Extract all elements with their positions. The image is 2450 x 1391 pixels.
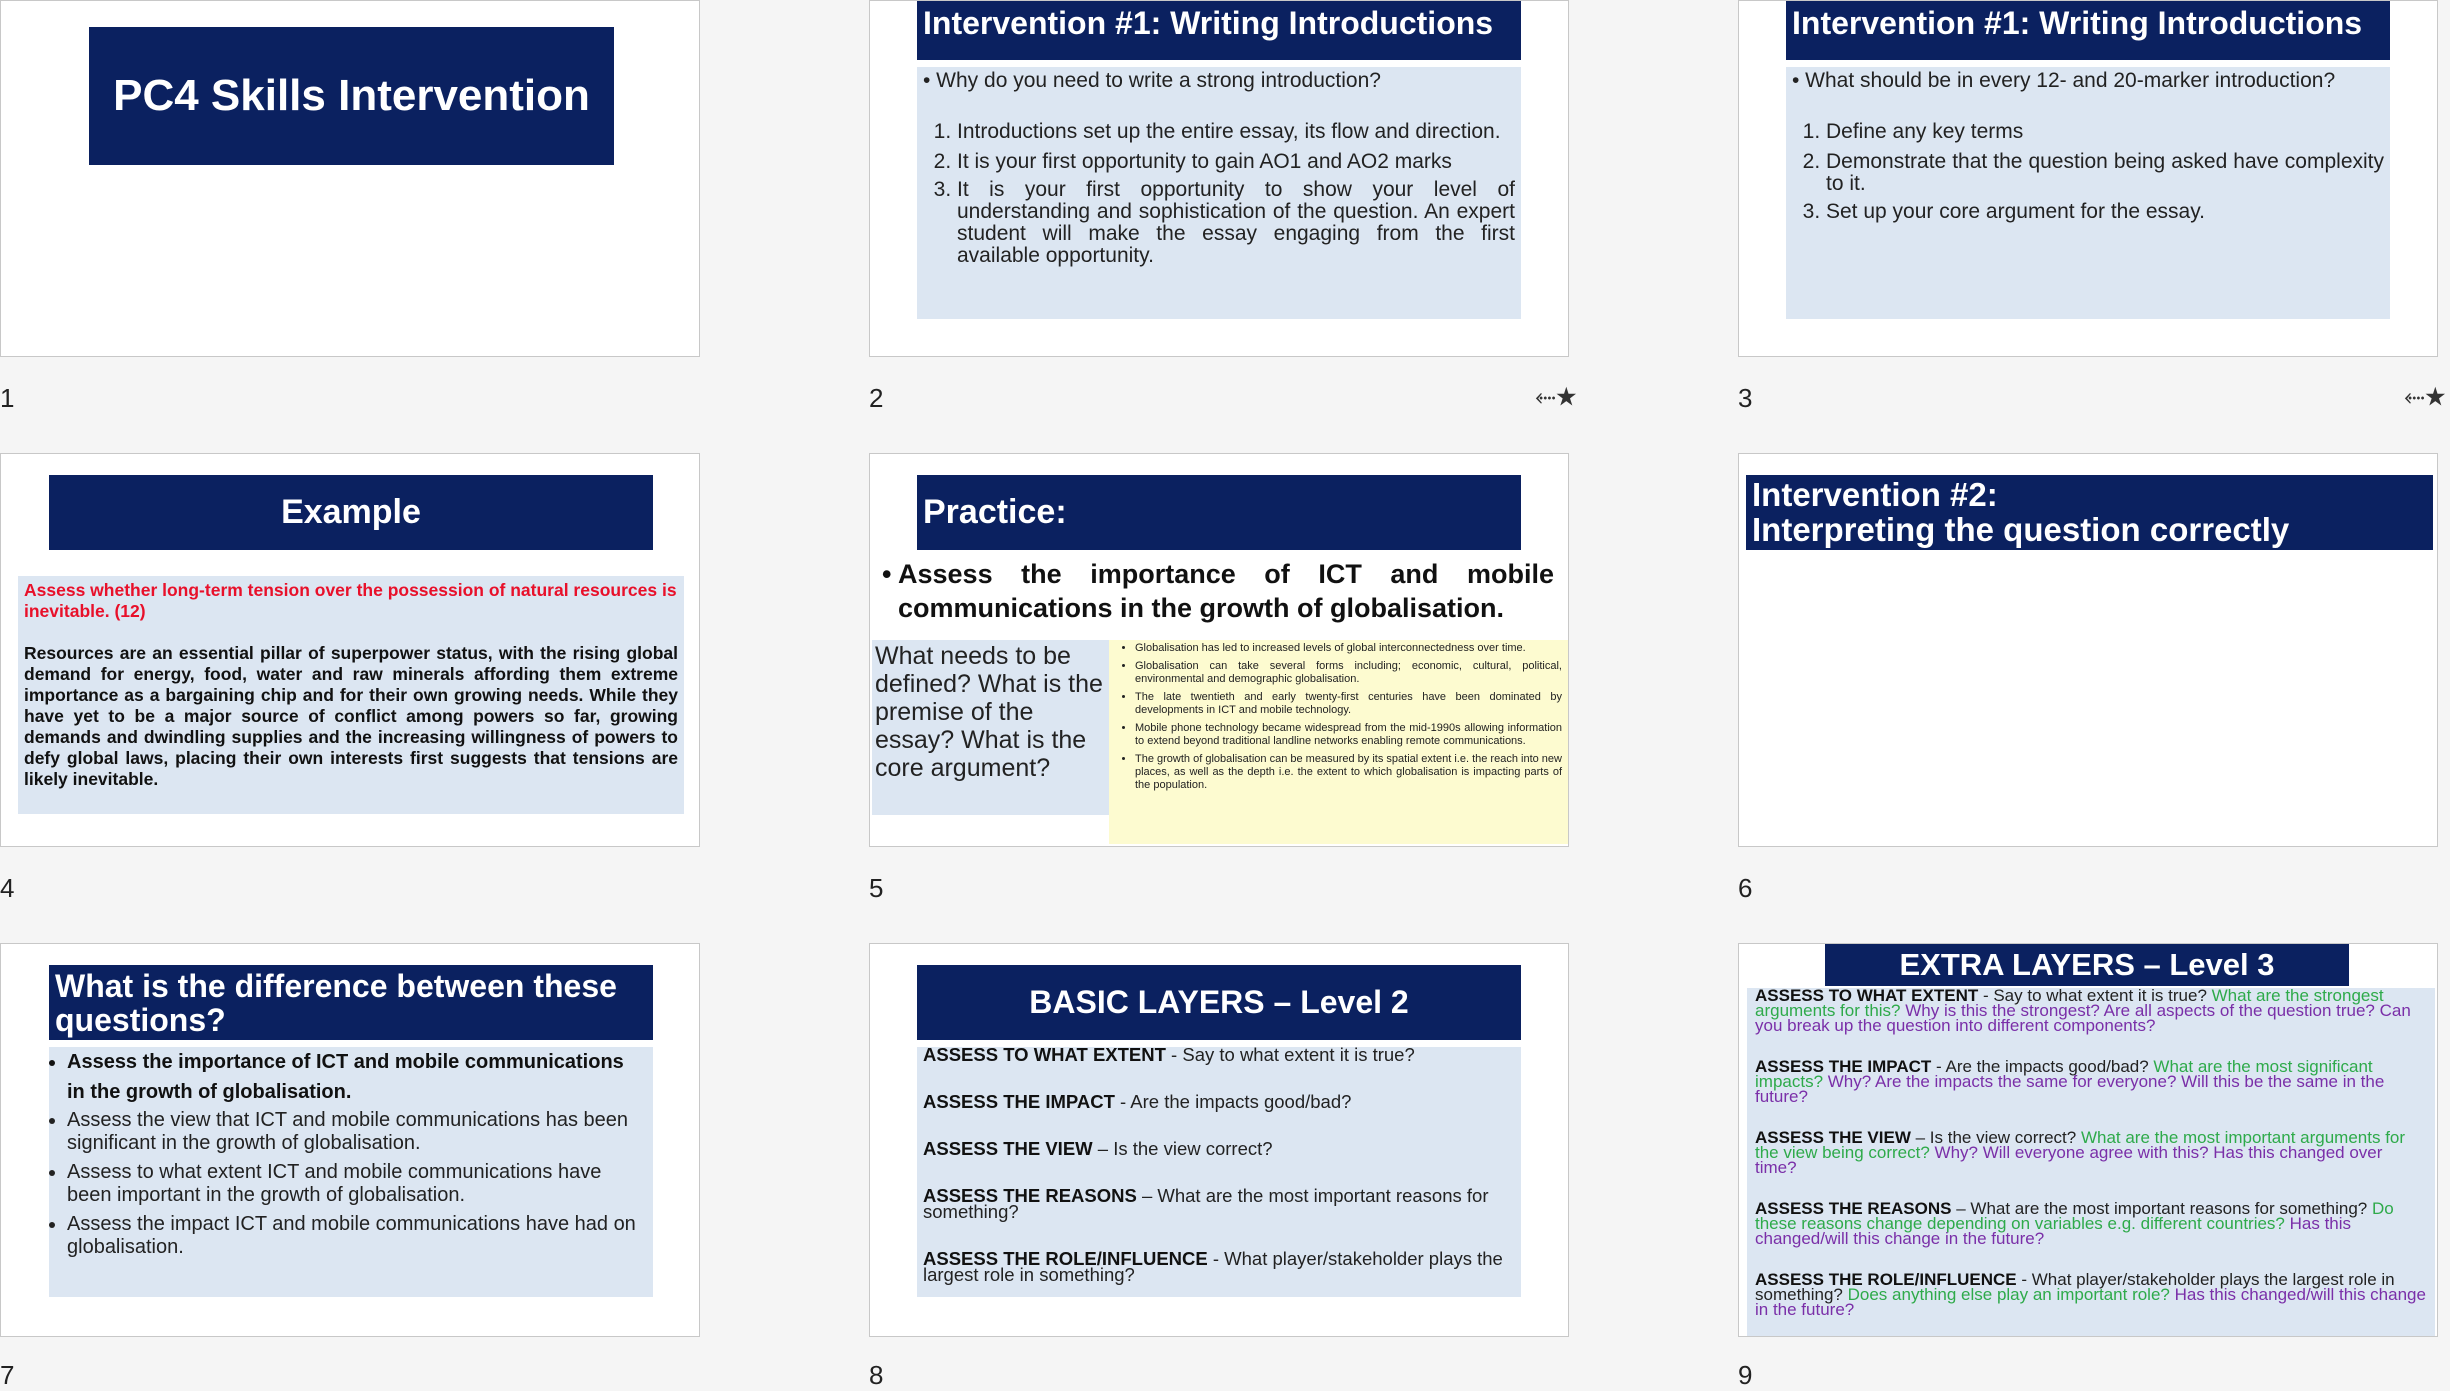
question-text: • What should be in every 12- and 20-marker introduction?: [1792, 69, 2336, 92]
slide-number: 8: [869, 1360, 884, 1390]
slide-title: Practice:: [923, 493, 1067, 531]
layer-item: ASSESS TO WHAT EXTENT - Say to what extent it is true? What are the strongest arguments for this? Why is this the strongest? Are all aspects of the question true? Can you break up the question into different components?: [1755, 986, 2411, 1035]
slide-title: Intervention #1: Writing Introductions: [1792, 5, 2363, 41]
list-item: • Globalisation can take several forms including; economic, cultural, political, environmental and demographic globalisation.: [1135, 660, 1562, 686]
layer-item: ASSESS THE ROLE/INFLUENCE - What player/stakeholder plays the largest role in something?: [923, 1248, 1503, 1285]
slide-title-box: [917, 1, 1521, 60]
slide-subtitle: Interpreting the question correctly: [1752, 511, 2290, 548]
question-text: Assess whether long-term tension over the possession of natural resources is inevitable. (12): [24, 580, 677, 621]
content-box: [1786, 67, 2390, 319]
layer-item: ASSESS TO WHAT EXTENT - Say to what extent it is true?: [923, 1044, 1415, 1065]
layer-item: ASSESS THE ROLE/INFLUENCE - What player/stakeholder plays the largest role in something? Does anything else play an important role? Has this changed/will this change in the future?: [1755, 1270, 2426, 1319]
slide-number: 4: [0, 873, 15, 903]
question-text: • Assess the importance of ICT and mobile communications in the growth of globalisation.: [882, 559, 1554, 623]
list-item: 3. Set up your core argument for the essay.: [1826, 201, 2384, 223]
slide-title-box: [89, 27, 614, 165]
slide-number: 7: [0, 1360, 15, 1390]
slide-thumbnail-4[interactable]: [0, 453, 700, 847]
body-text: Resources are an essential pillar of superpower status, with the rising global demand for energy, food, water and raw minerals affording them extreme importance as a bargaining chip and for their own growing needs. While they have yet to be a major source of conflict among powers so far, growing demands and dwindling supplies and the increasing willingness of powers to defy global laws, placing their own interests first suggests that tensions are likely inevitable.: [24, 643, 678, 789]
slide-number: 3: [1738, 383, 1753, 413]
layer-item: ASSESS THE VIEW – Is the view correct?: [923, 1138, 1273, 1159]
content-box: [917, 67, 1521, 319]
slide-title-box: [1746, 475, 2433, 550]
prompts-box: What needs to be defined? What is the premise of the essay? What is the core argument?: [872, 640, 1109, 815]
layer-item: ASSESS THE VIEW – Is the view correct? What are the most important arguments for the view being correct? Why? Will everyone agree with this? Has this changed over time?: [1755, 1128, 2406, 1177]
slide-thumbnail-9[interactable]: [1738, 943, 2438, 1337]
list-item: 1. Define any key terms: [1826, 121, 2384, 143]
slide-title: Intervention #2:: [1752, 476, 1998, 513]
slide-title: EXTRA LAYERS – Level 3: [1899, 947, 2275, 982]
slide-number: 9: [1738, 1360, 1753, 1390]
slide-title-box: [49, 475, 653, 550]
content-box: [49, 1047, 653, 1297]
slide-transition-icon[interactable]: ⬸★: [2404, 381, 2446, 411]
slide-title-box: [917, 475, 1521, 550]
slide-thumbnail-2[interactable]: [869, 0, 1569, 357]
list-item: • The growth of globalisation can be measured by its spatial extent i.e. the reach into new places, as well as the depth i.e. the extent to which globalisation is impacting parts of the population.: [1135, 753, 1562, 792]
slide-number: 2: [869, 383, 884, 413]
slide-title-box: [1786, 1, 2390, 60]
layer-item: ASSESS THE REASONS – What are the most important reasons for something? Do these reasons change depending on variables e.g. different countries? Has this changed/will this change in the future?: [1755, 1199, 2394, 1248]
notes-box: [1109, 640, 1568, 844]
slide-title: PC4 Skills Intervention: [113, 71, 590, 120]
list-item: 1. Introductions set up the entire essay, its flow and direction.: [957, 121, 1515, 143]
list-item: • Mobile phone technology became widespread from the mid-1990s allowing information to extend beyond traditional landline networks enabling remote communications.: [1135, 722, 1562, 748]
layer-item: ASSESS THE REASONS – What are the most important reasons for something?: [923, 1185, 1489, 1222]
content-box: [1747, 988, 2435, 1337]
list-item: • Assess the view that ICT and mobile communications has been significant in the growth of globalisation.: [67, 1109, 645, 1155]
slide-title: Intervention #1: Writing Introductions: [923, 5, 1494, 41]
layer-item: ASSESS THE IMPACT - Are the impacts good/bad? What are the most significant impacts? Why? Are the impacts the same for everyone? Will this be the same in the future?: [1755, 1057, 2385, 1106]
slide-title-box: [1825, 944, 2349, 986]
list-item: 2. Demonstrate that the question being asked have complexity to it.: [1826, 151, 2384, 195]
slide-title-box: [917, 965, 1521, 1040]
slide-number: 1: [0, 383, 15, 413]
slide-thumbnail-6[interactable]: [1738, 453, 2438, 847]
slide-title: Example: [281, 493, 421, 531]
list-item: • The late twentieth and early twenty-first centuries have been dominated by developments in ICT and mobile technology.: [1135, 691, 1562, 717]
slide-transition-icon[interactable]: ⬸★: [1535, 381, 1577, 411]
content-box: [18, 576, 684, 814]
slide-thumbnail-3[interactable]: [1738, 0, 2438, 357]
layer-item: ASSESS THE IMPACT - Are the impacts good/bad?: [923, 1091, 1352, 1112]
slide-number: 5: [869, 873, 884, 903]
list-item: 3. It is your first opportunity to show your level of understanding and sophistication of the question. An expert student will make the essay engaging from the first available opportunity.: [957, 179, 1515, 267]
slide-title: BASIC LAYERS – Level 2: [1029, 984, 1409, 1020]
slide-thumbnail-7[interactable]: [0, 943, 700, 1337]
list-item: • Assess to what extent ICT and mobile communications have been important in the growth of globalisation.: [67, 1161, 645, 1207]
list-item: • Assess the impact ICT and mobile communications have had on globalisation.: [67, 1213, 645, 1259]
slide-thumbnail-8[interactable]: [869, 943, 1569, 1337]
list-item: • Assess the importance of ICT and mobile communications in the growth of globalisation.: [67, 1047, 645, 1107]
slide-title-box: [49, 965, 653, 1040]
slide-title: What is the difference between these questions?: [55, 968, 617, 1038]
slide-number: 6: [1738, 873, 1753, 903]
list-item: • Globalisation has led to increased levels of global interconnectedness over time.: [1135, 642, 1562, 655]
slide-thumbnail-1[interactable]: [0, 0, 700, 357]
slide-thumbnail-5[interactable]: [869, 453, 1569, 847]
question-text: • Why do you need to write a strong introduction?: [923, 69, 1381, 92]
content-box: [917, 1044, 1521, 1297]
list-item: 2. It is your first opportunity to gain AO1 and AO2 marks: [957, 151, 1515, 173]
